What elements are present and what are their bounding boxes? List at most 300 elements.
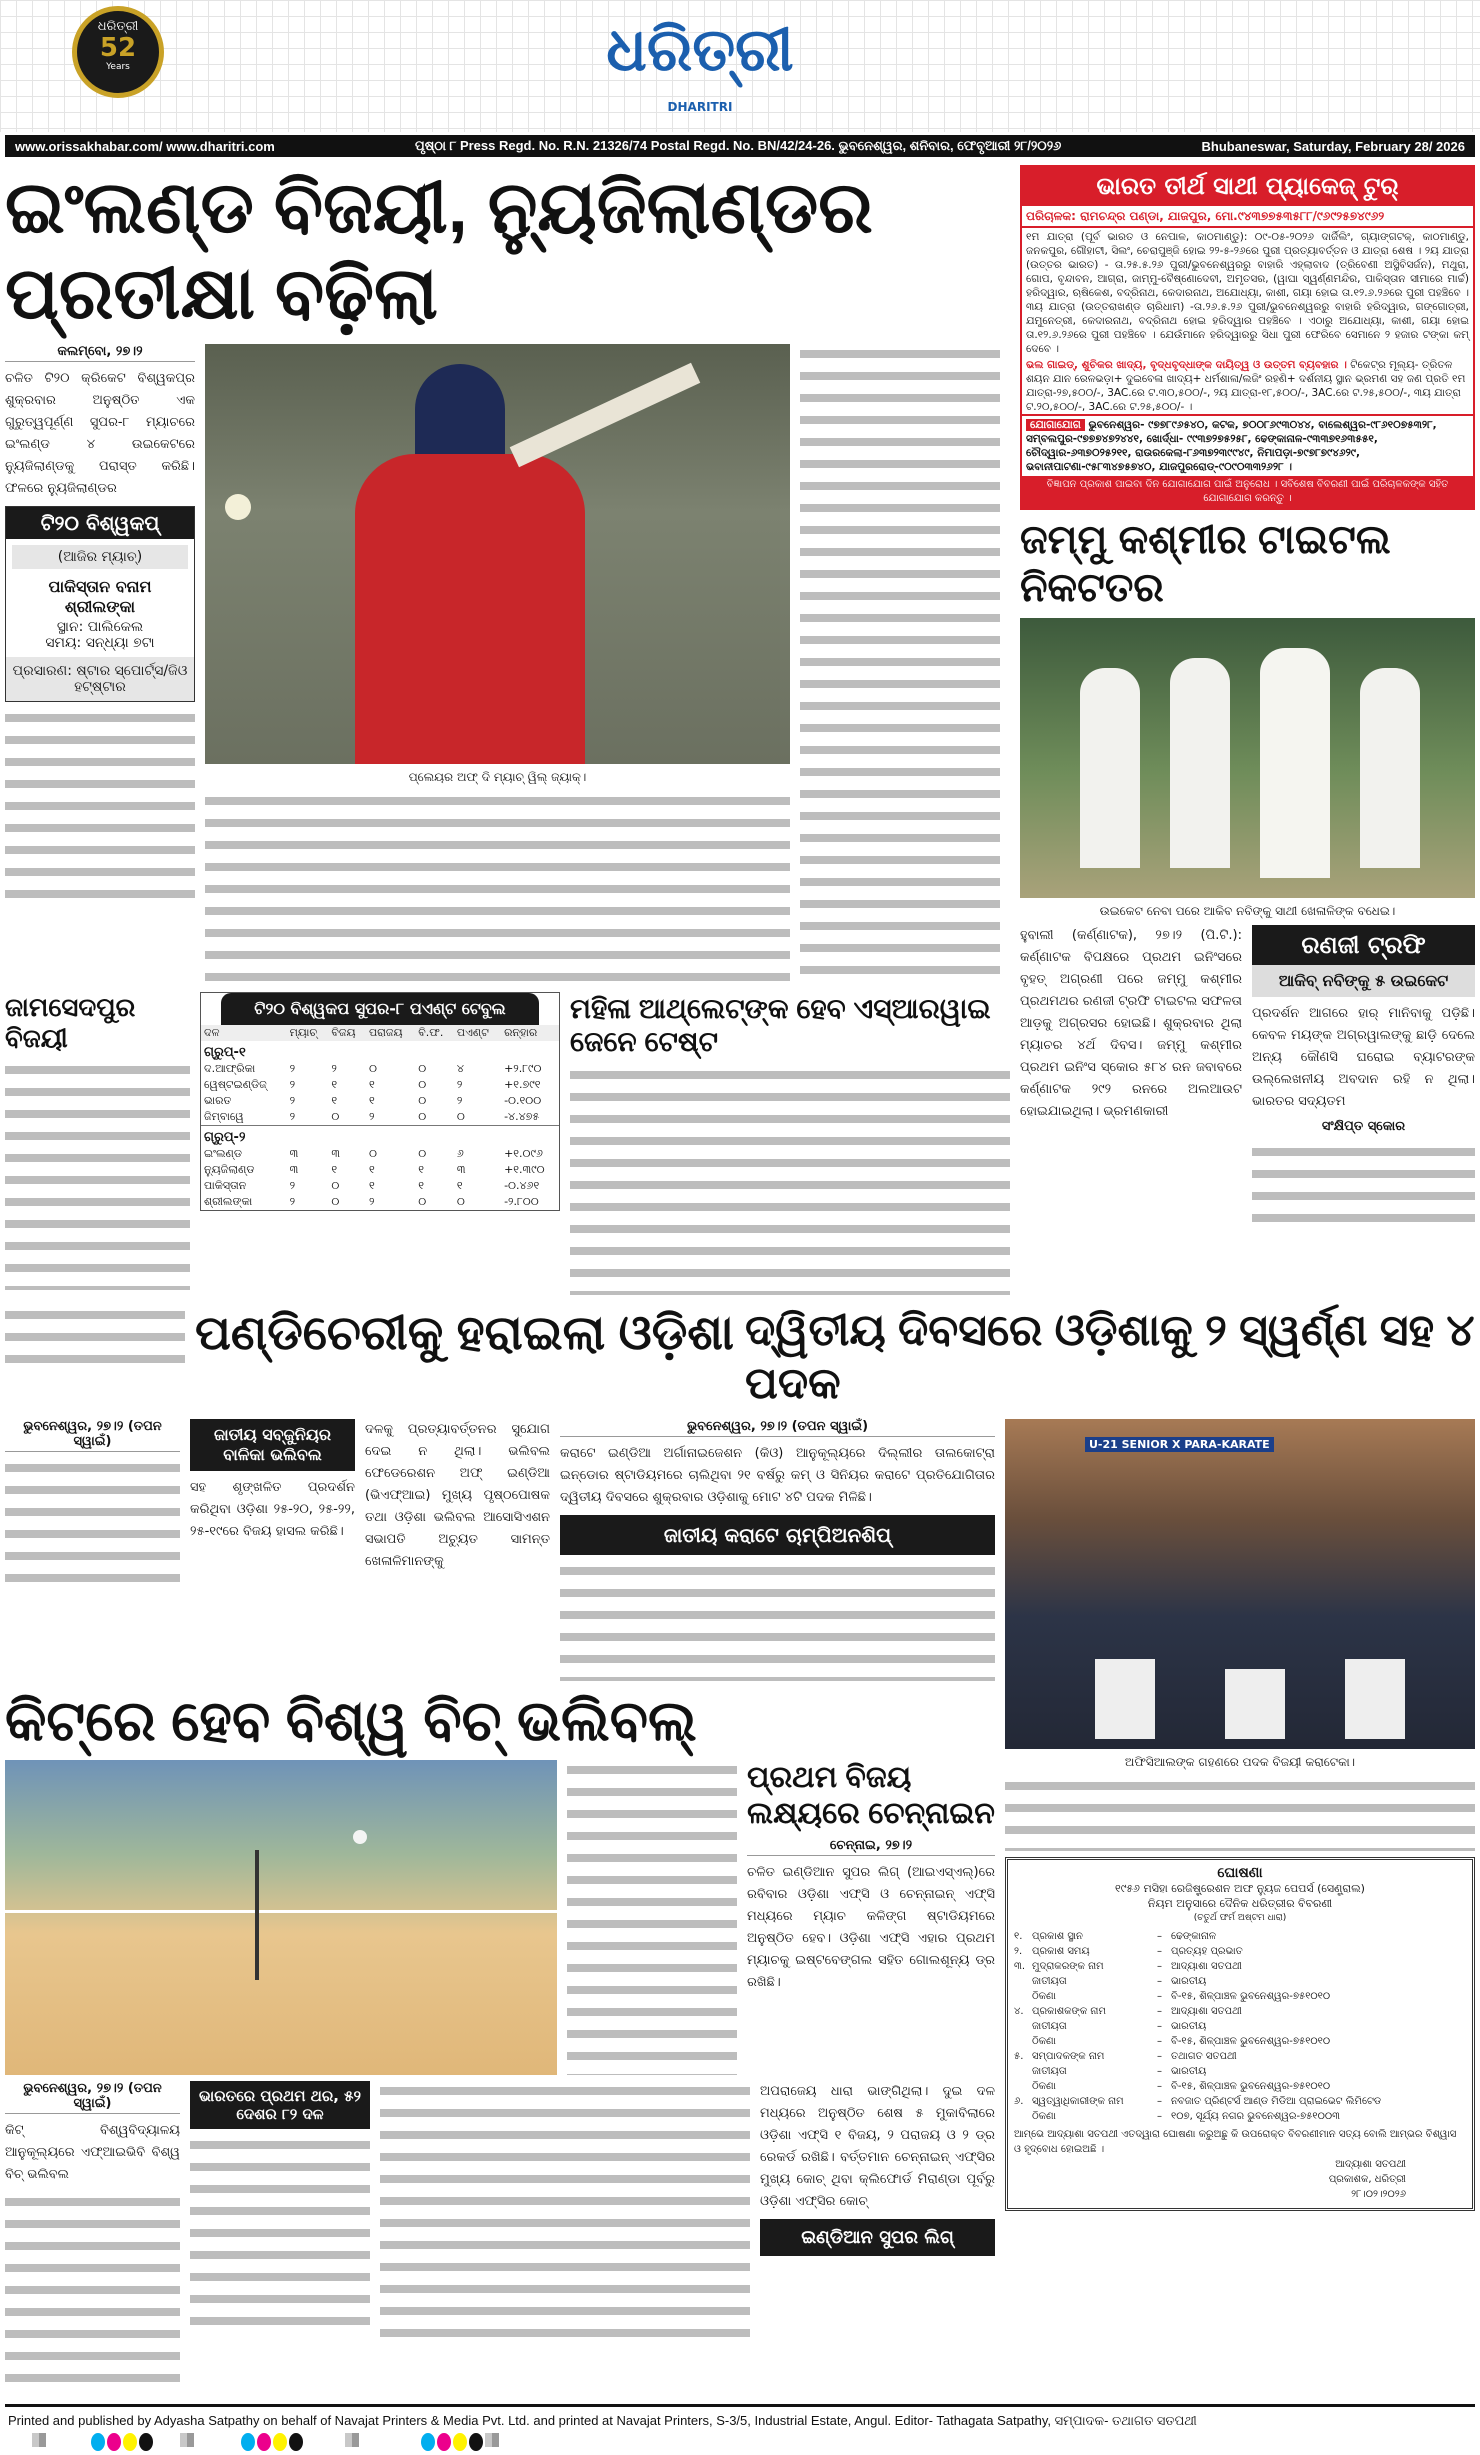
jk-photo (1020, 618, 1475, 898)
beach-photo-row (5, 1760, 995, 2075)
jk-body-2: ପ୍ରଦର୍ଶନ ଆଗରେ ହାର୍ ମାନିବାକୁ ପଡ଼ିଛି। କେବଳ ମୟଙ୍କ ଅଗ୍ରୱାଲଙ୍କୁ ଛାଡ଼ି ଦେଲେ ଅନ୍ୟ କୌଣସି ଘରୋଇ ବ୍ୟାଟରଙ୍କ ଉଲ୍ଲେଖନୀୟ ଅବଦାନ ରହି ନ ଥିଲା। ଭାରତର ସଦ୍ୟତମ (1252, 1006, 1475, 1110)
dash: – (1157, 1990, 1162, 2002)
beach-box: ଭାରତରେ ପ୍ରଥମ ଥର, ୫୨ ଦେଶର ୮୨ ଦଳ (190, 2081, 370, 2129)
notice-line: (ଚତୁର୍ଥ ଫର୍ମ ଅଷ୍ଟମ ଧାରା) (1193, 1912, 1287, 1923)
photo-shape (225, 494, 251, 520)
notice-row (1014, 2079, 1466, 2094)
notice-cell (1014, 2064, 1032, 2079)
table-cell: ୦ (331, 1194, 340, 1208)
text-columns (380, 2081, 750, 2341)
notice-row (1014, 2064, 1466, 2079)
points-table-grid (201, 1025, 559, 1210)
table-cell: ୧ (418, 1162, 425, 1176)
text-column (5, 708, 195, 908)
notice-line: ୧୯୫୬ ମସିହା ରେଜିଷ୍ଟ୍ରେଶନ ଅଫ ନ୍ୟୁଜ ପେପର୍ସ (ସେଣ୍ଟ୍ରାଲ) (1115, 1881, 1365, 1895)
volleyball-dateline: ଭୁବନେଶ୍ୱର, ୨୭।୨ (ତପନ ସ୍ୱାଇଁ) (5, 1419, 180, 1452)
volley-karate-row (5, 1419, 995, 1681)
karate-dateline: ଭୁବନେଶ୍ୱର, ୨୭।୨ (ତପନ ସ୍ୱାଇଁ) (560, 1419, 995, 1437)
table-cell: ୨ (289, 1077, 296, 1091)
table-cell: +୧.୭୯୧ (504, 1077, 541, 1091)
table-cell: ୦ (418, 1194, 427, 1208)
registration-info: ପୃଷ୍ଠା ୮ Press Regd. No. R.N. 21326/74 Postal Regd. No. BN/42/24-26. ଭୁବନେଶ୍ୱର, ଶନିବାର, ଫେବୃଆରୀ ୨୮/୨୦୨୬ (414, 138, 1062, 153)
table-cell: ୨ (456, 1093, 463, 1107)
points-table-title: ଟି୨୦ ବିଶ୍ୱକପ ସୁପର-୮ ପଏଣ୍ଟ ଟେବୁଲ (221, 993, 539, 1025)
table-cell: ୦ (331, 1109, 340, 1123)
lead-photo-caption: ପ୍ଲେୟର ଅଫ୍ ଦି ମ୍ୟାଚ୍ ୱିଲ୍ ଜ୍ୟାକ୍। (408, 769, 587, 784)
table-cell: ୨ (289, 1194, 296, 1208)
sign-name: ଆଦ୍ୟାଶା ସତପଥୀ (1335, 2158, 1406, 2170)
lead-dateline: କଲମ୍ବୋ, ୨୭।୨ (5, 344, 195, 362)
dash: – (1157, 2095, 1162, 2107)
points-table-header: ପରାଜୟ (368, 1025, 403, 1039)
notice-cell: ୨. (1014, 1945, 1023, 1957)
isl-story (747, 1760, 995, 1994)
table-cell: ୨ (289, 1061, 296, 1075)
color-dots (420, 2433, 484, 2455)
beach-story-row (5, 2081, 995, 2392)
dash: – (1157, 2005, 1162, 2017)
tour-package-ad (1020, 165, 1475, 510)
imprint-line: Printed and published by Adyasha Satpathy on behalf of Navajat Printers & Media Pvt. Ltd. and printed at Navajat Printers, S-3/5, Industrial Estate, Angul. Editor- Tathagata Satpathy, ସମ୍ପାଦକ- ତଥାଗତ ସତପଥୀ (8, 2412, 1197, 2428)
notice-cell: ୪. (1014, 2005, 1024, 2017)
notice-cell: ୫. (1014, 2050, 1024, 2062)
dash: – (1157, 2080, 1162, 2092)
notice-cell: ଭାରତୀୟ (1171, 2065, 1207, 2077)
text-column (5, 1458, 180, 1588)
lead-photo (205, 344, 790, 764)
notice-cell: ଠିକଣା (1032, 1990, 1056, 2002)
karate-body: କରାଟେ ଇଣ୍ଡିଆ ଅର୍ଗାନାଇଜେଶନ (କିଓ) ଆନୁକୂଲ୍ୟରେ ଦିଲ୍ଲୀର ତାଲକୋଟ୍‌ରା ଇନ୍‌ଡୋର ଷ୍ଟାଡିୟମରେ ଚାଲିଥିବା ୨୧ ବର୍ଷରୁ କମ୍ ଓ ସିନିୟର କରାଟେ ପ୍ରତିଯୋଗିତାର ଦ୍ୱିତୀୟ ଦିବସରେ ଶୁକ୍ରବାର ଓଡ଼ିଶାକୁ ମୋଟ ୪ଟି ପଦକ ମିଳିଛି। (560, 1445, 995, 1505)
table-row (201, 1162, 559, 1178)
sign-role: ପ୍ରକାଶକ, ଧରିତ୍ରୀ (1328, 2173, 1406, 2185)
table-cell: ୨ (368, 1109, 375, 1123)
notice-cell (1014, 2079, 1032, 2094)
table-cell: +୧.୩୯୦ (504, 1162, 545, 1176)
registration-square (32, 2433, 46, 2447)
table-cell: ୦ (368, 1146, 377, 1160)
jk-body: ହୁବାଲୀ (କର୍ଣ୍ଣାଟକ), ୨୭।୨ (ପି.ଟି.): କର୍ଣ୍ଣାଟକ ବିପକ୍ଷରେ ପ୍ରଥମ ଇନିଂସରେ ବୃହତ୍ ଅଗ୍ରଣୀ ପରେ ଜମ୍ମୁ କଶ୍ମୀର ପ୍ରଥମଥର ରଣଜୀ ଟ୍ରଫି ଟାଇଟଲ ସଫଳତା ଆଡ଼କୁ ଅଗ୍ରସର ହୋଇଛି। ଶୁକ୍ରବାର ଥିଲା ମ୍ୟାଚର ୪ର୍ଥ ଦିବସ। ଜମ୍ମୁ କଶ୍ମୀର ପ୍ରଥମ ଇନିଂସ ସ୍କୋର ୫୮୪ ରନ ଜବାବରେ କର୍ଣ୍ଣାଟକ ୨୯୨ ରନରେ ଅଲଆଉଟ ହୋଇଯାଇଥିଲା। ଭ୍ରମଣକାରୀ (1020, 928, 1242, 1120)
beach-box-column (190, 2081, 370, 2335)
isl-headline: ପ୍ରଥମ ବିଜୟ ଲକ୍ଷ୍ୟରେ ଚେନ୍ନାଇନ (747, 1760, 995, 1830)
notice-cell: ମୁଦ୍ରାକରଙ୍କ ନାମ (1032, 1960, 1104, 1972)
beach-dateline: ଭୁବନେଶ୍ୱର, ୨୭।୨ (ତପନ ସ୍ୱାଇଁ) (5, 2081, 180, 2114)
notice-cell (1014, 2109, 1032, 2124)
photo-shape (415, 364, 505, 464)
notice-cell: ଆଦ୍ୟାଶା ସତପଥୀ (1171, 1960, 1242, 1972)
table-cell: ୨ (289, 1178, 296, 1192)
cyan-dot (91, 2433, 105, 2451)
table-row (201, 1178, 559, 1194)
yellow-dot (273, 2433, 287, 2451)
table-cell: ୩ (456, 1162, 466, 1176)
text-column (1252, 1142, 1475, 1222)
notice-cell: ବି-୧୫, ଶିଳ୍ପାଞ୍ଚଳ ଭୁବନେଶ୍ୱର-୭୫୧୦୧୦ (1171, 2080, 1331, 2092)
ranji-box-title: ରଣଜୀ ଟ୍ରଫି (1252, 925, 1475, 965)
bottom-left (5, 1419, 995, 2392)
jamshedpur-story (5, 992, 190, 1290)
notice-row (1014, 1959, 1466, 1974)
notice-cell: ୬. (1014, 2095, 1024, 2107)
lead-story (5, 344, 1010, 986)
dash: – (1157, 1975, 1162, 1987)
masthead (0, 0, 1480, 132)
top-left (5, 165, 1010, 1295)
isl-story-2 (760, 2081, 995, 2256)
ad-footer: ବିଜ୍ଞାପନ ପ୍ରକାଶ ପାଇବା ଦିନ ଯୋଗାଯୋଗ ପାଇଁ ଅନୁରୋଧ । ସବିଶେଷ ବିବରଣୀ ପାଇଁ ପରିଚାଳକଙ୍କ ସହିତ ଯୋଗାଯୋଗ କରନ୍ତୁ । (1022, 476, 1473, 508)
notice-row (1014, 2094, 1466, 2109)
isl-dateline: ଚେନ୍ନାଇ, ୨୭।୨ (747, 1838, 995, 1856)
photo-shape (510, 363, 701, 467)
table-cell: ୬ (456, 1146, 464, 1160)
notice-cell: ପ୍ରତ୍ୟହ ପ୍ରଭାତ (1171, 1945, 1243, 1957)
top-section (0, 157, 1480, 1295)
table-cell: -୦.୧୦୦ (504, 1093, 542, 1107)
black-dot (289, 2433, 303, 2451)
table-cell: ୧ (368, 1077, 375, 1091)
notice-cell: ୧୦୭, ସୂର୍ଯ୍ୟ ନଗର ଭୁବନେଶ୍ୱର-୭୫୧୦୦୩ (1171, 2110, 1340, 2122)
lead-photo-column (205, 344, 790, 986)
karate-story (560, 1419, 995, 1681)
badge-title: ଧରିତ୍ରୀ (97, 19, 139, 34)
notice-cell (1014, 1989, 1032, 2004)
dash: – (1157, 2035, 1162, 2047)
group-heading (201, 1125, 559, 1146)
notice-cell: ଠିକଣା (1032, 2080, 1056, 2092)
volleyball-box-column (190, 1419, 355, 1543)
text-columns (1005, 1776, 1475, 1851)
text-columns (205, 791, 790, 986)
photo-shape (1080, 668, 1140, 868)
photo-shape (1345, 1659, 1405, 1739)
ad-trips: ୧ମ ଯାତ୍ରା (ପୂର୍ବ ଭାରତ ଓ ନେପାଳ, କାଠମାଣ୍ଡୁ): ୦୯-୦୫-୨୦୨୬ ଦାର୍ଜିଲିଂ, ଗ୍ୟାଙ୍ଗଟକ୍, କାଠମାଣ୍ଡୁ, ଜନକପୁର, ଗୌହାଟୀ, ସିଲଂ, ଚେରାପୁଞ୍ଜି ହୋଇ ୨୨-୫-୨୬ରେ ପୁରୀ ପ୍ରତ୍ୟାବର୍ତ୍ତନ ଓ ଯାତ୍ରା ଶେଷ । ୨ୟ ଯାତ୍ରା (ଉତ୍ତର ଭାରତ) - ତା.୨୫.୫.୨୬ ପୁରୀ/ଭୁବନେଶ୍ୱରରୁ ବାହାରି ଏହ୍ଲାବାଦ (ତ୍ରିବେଣୀ ଅସ୍ଥିବିସର୍ଜନ), ମଥୁରା, ଗୋପ, ବୃନ୍ଦାବନ, ଆଗ୍ରା, ଜାମ୍ମୁ-ବୈଷ୍ଣୋଦେବୀ, ଅମୃତସର, (ୱାଘା ସ୍ୱର୍ଣ୍ଣମନ୍ଦିର, ପାକିସ୍ତାନ ସୀମାରେ ମାର୍ଚ୍ଚ) ହରିଦ୍ୱାର, ଋଷିକେଶ, ବଦ୍ରିନାଥ, କେଦାରନାଥ, ଅଯୋଧ୍ୟା, କାଶୀ, ଗୟା ହୋଇ ତା.୧୨.୬.୨୬ରେ ପୁରୀ ପହଞ୍ଚିବେ । ୩ୟ ଯାତ୍ରା (ଉତ୍ତରାଖଣ୍ଡ ଚାରିଧାମ) -ତା.୨୬.୫.୨୬ ପୁରୀ/ଭୁବନେଶ୍ୱରରୁ ବାହାରି ହରିଦ୍ୱାର, ଗଙ୍ଗୋତ୍ରୀ, ଯମୁନେତ୍ରୀ, କେଦାରନାଥ, ବଦ୍ରିନାଥ ହୋଇ ହରିଦ୍ୱାର ପହଞ୍ଚିବେ । ଏଠାରୁ ଅଯୋଧ୍ୟା, କାଶୀ, ଗୟା ହୋଇ ତା.୧୨.୬.୨୬ରେ ପୁରୀ ପହଞ୍ଚିବେ । ଯେଉଁମାନେ ହରିଦ୍ୱାରରୁ ସିଧା ପୁରୀ ଫେରିବେ ସେମାନେ ୨ ହଜାର ଟଙ୍କା କମ୍ ଦେବେ । (1026, 231, 1469, 356)
table-cell: ପାକିସ୍ତାନ (204, 1178, 247, 1192)
footer-rule (5, 2404, 1475, 2407)
table-cell: ୧ (331, 1093, 338, 1107)
notice-row (1014, 1989, 1466, 2004)
ranji-box-sub: ଆକିବ୍ ନବିଙ୍କୁ ୫ ଉଇକେଟ (1252, 965, 1475, 997)
ad-contacts: ଭୁବନେଶ୍ୱର- ୯୭୭୮୯୬୫୪୦, କଟକ, ୭୦୦୮୬୯୩୦୪୪, ବାଲେଶ୍ୱର-୯୮୬୧୦୭୫୩୨୮, ସମ୍ବଲପୁର-୯୭୭୭୪୭୨୪୪୧, ଖୋର୍ଦ୍ଧା- ୯୯୩୭୨୭୫୨୫୮, ଢେଙ୍କାନାଳ-୯୩୩୭୧୬୩୫୫୧, ଚୌଦ୍ୱାର-୬୩୭୦୨୫୨୧୧, ରାଉରକେଲା-୮୬୩୭୨୩୯୯୪୯, ନିମାପଡ଼ା-୭୯୭୮୭୯୪୬୨୯, ଭବାନୀପାଟଣା-୯୫୮୩୪୭୫୭୪୦, ଯାଜପୁରରୋଡ୍-୯୦୯୦୩୩୨୬୨୮ । (1026, 419, 1437, 474)
notice-cell: ସମ୍ପାଦକଙ୍କ ନାମ (1032, 2050, 1105, 2062)
ad-contacts-block (1022, 414, 1473, 476)
table-cell: ଦ.ଆଫ୍ରିକା (204, 1061, 256, 1075)
t20-box-time: ସମୟ: ସନ୍ଧ୍ୟା ୭ଟା (45, 634, 155, 651)
top-right (1020, 165, 1475, 1222)
registration-square (485, 2433, 499, 2447)
table-cell: ୨ (368, 1194, 375, 1208)
ranji-box (1252, 925, 1475, 997)
statutory-notice (1005, 1857, 1475, 2211)
table-cell: ଇଂଲଣ୍ଡ (204, 1146, 243, 1160)
karate-box: ଜାତୀୟ କରାଟେ ଚାମ୍ପିଅନଶିପ୍ (560, 1515, 995, 1555)
beach-volleyball-photo (5, 1760, 557, 2075)
volleyball-story (5, 1419, 180, 1588)
table-cell: ୪ (456, 1061, 464, 1075)
table-cell: ୨ (289, 1109, 296, 1123)
notice-cell: ବି-୧୫, ଶିଳ୍ପାଞ୍ଚଳ ଭୁବନେଶ୍ୱର-୭୫୧୦୧୦ (1171, 1990, 1331, 2002)
text-column (5, 1305, 185, 1365)
notice-declaration: ଆମ୍ଭେ ଆଦ୍ୟାଶା ସତପଥୀ ଏତଦ୍ୱାରା ଘୋଷଣା କରୁଅଛୁ କି ଉପରୋକ୍ତ ବିବରଣୀମାନ ସତ୍ୟ ବୋଲି ଆମ୍ଭର ବିଶ୍ୱାସ ଓ ହୃଦ୍‌ବୋଧ ହୋଇଅଛି । (1014, 2128, 1457, 2155)
text-column (567, 1760, 737, 2075)
photo-shape (255, 1850, 259, 1980)
notice-cell: ୧. (1014, 1930, 1023, 1942)
table-cell: ୩ (289, 1162, 299, 1176)
table-cell: ୧ (456, 1178, 463, 1192)
t20-box-subtitle: (ଆଜିର ମ୍ୟାଚ୍) (12, 545, 188, 569)
text-column (5, 1060, 190, 1290)
notice-cell: ଠିକଣା (1032, 2110, 1056, 2122)
notice-cell: ଠିକଣା (1032, 2035, 1056, 2047)
notice-row (1014, 1929, 1466, 1944)
black-dot (469, 2433, 483, 2451)
sign-date: ୨୮।୦୨।୨୦୨୬ (1351, 2188, 1406, 2200)
table-cell: ନ୍ୟୁଜିଲାଣ୍ଡ (204, 1162, 255, 1176)
table-cell: -୪.୪୭୫ (504, 1109, 540, 1123)
registration-square (180, 2433, 194, 2447)
notice-cell: ଜାତୀୟତା (1032, 2065, 1067, 2077)
website-links[interactable]: www.orissakhabar.com/ www.dharitri.com (15, 138, 275, 154)
volleyball-body: ସହ ଶୃଙ୍ଖଳିତ ପ୍ରଦର୍ଶନ କରିଥିବା ଓଡ଼ିଶା ୨୫-୨୦, ୨୫-୨୨, ୨୫-୧୯ରେ ବିଜୟ ହାସଲ କରିଛି। (190, 1479, 355, 1539)
notice-cell (1014, 1974, 1032, 1989)
points-table-header: ରନ୍‌ହାର (504, 1025, 538, 1039)
scorecard-heading: ସଂକ୍ଷିପ୍ତ ସ୍କୋର (1321, 1119, 1406, 1135)
table-cell: ଶ୍ରୀଲଙ୍କା (204, 1194, 253, 1208)
photo-shape (5, 1910, 557, 1913)
group-heading (201, 1041, 559, 1061)
points-table-header: ପଏଣ୍ଟ (456, 1025, 489, 1039)
isl-box: ଇଣ୍ଡିଆନ ସୁପର ଲିଗ୍ (760, 2219, 995, 2256)
yellow-dot (123, 2433, 137, 2451)
karate-photo-banner: U-21 SENIOR X PARA-KARATE (1085, 1437, 1274, 1452)
issue-date: Bhubaneswar, Saturday, February 28/ 2026 (1201, 138, 1465, 154)
table-cell: -୨.୮୦୦ (504, 1194, 539, 1208)
isl-body-2: ଅପରାଜେୟ ଧାରା ଭାଙ୍ଗିଥିଲା। ଦୁଇ ଦଳ ମଧ୍ୟରେ ଅନୁଷ୍ଠିତ ଶେଷ ୫ ମୁକାବିଲାରେ ଓଡ଼ିଶା ଏଫ୍‌ସି ୧ ବିଜୟ, ୨ ପରାଜୟ ଓ ୨ ଡ୍ର ରେକର୍ଡ ରଖିଛି। ବର୍ତ୍ତମାନ ଚେନ୍ନାଇନ୍ ଏଫ୍‌ସିର ମୁଖ୍ୟ କୋଚ୍ ଥିବା କ୍ଲିଫୋର୍ଡ ମିରାଣ୍ଡା ପୂର୍ବରୁ ଓଡ଼ିଶା ଏଫ୍‌ସିର କୋଚ୍ (760, 2083, 995, 2209)
isl-body: ଚଳିତ ଇଣ୍ଡିଆନ ସୁପର ଲିଗ୍ (ଆଇଏସ୍‌ଏଲ୍)ରେ ରବିବାର ଓଡ଼ିଶା ଏଫ୍‌ସି ଓ ଚେନ୍ନାଇନ୍ ଏଫ୍‌ସି ମଧ୍ୟରେ ମ୍ୟାଚ କଳିଙ୍ଗ ଷ୍ଟାଡିୟମରେ ଅନୁଷ୍ଠିତ ହେବ। ଓଡ଼ିଶା ଏଫ୍‌ସି ଏହାର ପ୍ରଥମ ମ୍ୟାଚକୁ ଇଷ୍ଟବେଙ୍ଗଲ ସହିତ ଗୋଲଶୂନ୍ୟ ଡ୍ର ରଖିଛି। (747, 1864, 995, 1990)
ad-organizer: ପରିଚାଳକ: ରାମଚନ୍ଦ୍ର ପଣ୍ଡା, ଯାଜପୁର, ମୋ.୯୪୩୭୭୫୩୫୮୮/୯୬୯୨୫୭୪୯୬୨ (1022, 206, 1473, 228)
t20-box-title: ଟି୨୦ ବିଶ୍ୱକପ୍ (6, 507, 194, 539)
text-column (5, 2192, 180, 2392)
photo-shape (1360, 668, 1420, 868)
text-columns (570, 1065, 1010, 1295)
second-headlines (0, 1295, 1480, 1411)
notice-signature (1014, 2157, 1466, 2202)
notice-cell: ଜାତୀୟତା (1032, 2020, 1067, 2032)
table-cell: +୧.୦୯୬ (504, 1146, 543, 1160)
jk-headline: ଜମ୍ମୁ କଶ୍ମୀର ଟାଇଟଲ ନିକଟତର (1020, 518, 1391, 611)
t20-box-venue: ସ୍ଥାନ: ପାଲିକେଲ (56, 618, 144, 635)
text-column (560, 1561, 995, 1681)
color-dots (90, 2433, 154, 2455)
notice-cell: ବି-୧୫, ଶିଳ୍ପାଞ୍ଚଳ ଭୁବନେଶ୍ୱର-୭୫୧୦୧୦ (1171, 2035, 1331, 2047)
notice-cell: ୩. (1014, 1960, 1026, 1972)
notice-cell: ଭାରତୀୟ (1171, 1975, 1207, 1987)
group-name: ଗ୍ରୁପ୍-୨ (204, 1129, 246, 1145)
second-band (5, 992, 1010, 1295)
table-cell: ୧ (368, 1093, 375, 1107)
points-table (200, 992, 560, 1211)
table-cell: ୧ (368, 1162, 375, 1176)
photo-shape (1225, 1669, 1285, 1739)
black-dot (139, 2433, 153, 2451)
ad-contact-label: ଯୋଗାଯୋଗ (1026, 419, 1085, 431)
text-column (190, 2135, 370, 2335)
photo-shape (1260, 648, 1330, 878)
athletes-headline: ମହିଳା ଆଥ୍‌ଲେଟ୍‌ଙ୍କ ହେବ ଏସ୍‌ଆରୱାଇ ଜେନେ ଟେଷ୍ଟ (570, 992, 991, 1058)
table-cell: ୱେଷ୍ଟଇଣ୍ଡିଜ୍ (204, 1077, 267, 1091)
table-cell: ୦ (368, 1061, 377, 1075)
t20-today-box (5, 506, 195, 702)
table-cell: ୨ (331, 1061, 337, 1075)
magenta-dot (107, 2433, 121, 2451)
photo-shape (355, 454, 585, 764)
notice-cell: ଆଦ୍ୟାଶା ସତପଥୀ (1171, 2005, 1242, 2017)
table-cell: ୩ (331, 1146, 341, 1160)
notice-cell: ପ୍ରକାଶ ସମୟ (1032, 1945, 1090, 1957)
notice-line: ନିୟମ ଅନୁସାରେ ଦୈନିକ ଧରିତ୍ରୀର ବିବରଣୀ (1147, 1896, 1333, 1910)
karate-photo (1005, 1419, 1475, 1749)
notice-cell: ଜାତୀୟତା (1032, 1975, 1067, 1987)
table-row (201, 1077, 559, 1093)
table-cell: +୨.୮୯୦ (504, 1061, 542, 1075)
ad-highlight: ଭଲ ଗାଇଡ୍, ଶୁଚିକର ଖାଦ୍ୟ, ବୃଦ୍ଧବୃଦ୍ଧାଙ୍କ ଦାୟିତ୍ୱ ଓ ଉତ୍ତମ ବ୍ୟବହାର । (1026, 359, 1347, 372)
table-cell: ୦ (418, 1109, 427, 1123)
ranji-right (1252, 925, 1475, 1222)
volleyball-body-2: ଦଳକୁ ପ୍ରତ୍ୟାବର୍ତ୍ତନର ସୁଯୋଗ ଦେଇ ନ ଥିଲା। ଭଲିବଲ ଫେଡେରେଶନ ଅଫ୍ ଇଣ୍ଡିଆ (ଭିଏଫ୍‌ଆଇ) ମୁଖ୍ୟ ପୃଷ୍ଠପୋଷକ ତଥା ଓଡ଼ିଶା ଭଲିବଲ ଆସୋସିଏଶନ ସଭାପତି ଅଚ୍ୟୁତ ସାମନ୍ତ ଖେଳାଳିମାନଙ୍କୁ (365, 1421, 550, 1569)
header-row (201, 1025, 559, 1041)
table-cell: ୧ (418, 1178, 425, 1192)
table-cell: ଜିମ୍ବାୱେ (204, 1109, 244, 1123)
table-cell: ୦ (418, 1093, 427, 1107)
beach-body: କିଟ୍ ବିଶ୍ୱବିଦ୍ୟାଳୟ ଆନୁକୂଲ୍ୟରେ ଏଫ୍‌ଆଇଭିବି ବିଶ୍ୱ ବିଚ୍ ଭଲିବଲ (5, 2122, 180, 2182)
table-cell: ୧ (331, 1077, 338, 1091)
notice-title: ଘୋଷଣା (1217, 1864, 1263, 1881)
group-name: ଗ୍ରୁପ୍-୧ (204, 1044, 246, 1060)
beach-story (5, 2081, 180, 2392)
badge-years-label: Years (106, 62, 130, 72)
points-table-header: ମ୍ୟାଚ୍ (289, 1025, 318, 1039)
lead-headline: ଇଂଲଣ୍ଡ ବିଜୟୀ, ନ୍ୟୁଜିଲାଣ୍ଡର ପ୍ରତୀକ୍ଷା ବଢ଼ିଲା (5, 168, 873, 335)
registration-marks (0, 2433, 1480, 2453)
notice-cell: ପ୍ରକାଶକଙ୍କ ନାମ (1032, 2005, 1106, 2017)
bottom-right (1005, 1419, 1475, 2211)
notice-row (1014, 2049, 1466, 2064)
t20-box-broadcast: ପ୍ରସାରଣ: ଷ୍ଟାର ସ୍ପୋର୍ଟ୍ସ/ଜିଓ ହଟ୍‌ଷ୍ଟାର (6, 657, 194, 701)
yellow-dot (453, 2433, 467, 2451)
notice-row (1014, 2004, 1466, 2019)
table-row (201, 1146, 559, 1162)
ad-price: ଟିକେଟ୍‌ର ମୂଲ୍ୟ- ତ୍ରିତଳ ଶୟନ ଯାନ ରେଳଭଡ଼ା+ ଦୁଇବେଳା ଖାଦ୍ୟ+ ଧର୍ମଶାଳା/ଲଜିଂ ରହଣି+ ଦର୍ଶନୀୟ ସ୍ଥାନ ଭ୍ରମଣ ସହ ଜଣ ପ୍ରତି ୧ମ ଯାତ୍ରା-୨୭,୫୦୦/-, 3AC.ରେ ଟ.୩୦,୫୦୦/-, ୨ୟ ଯାତ୍ରା-୧୮,୫୦୦/-, 3AC.ରେ ଟ.୨୫,୫୦୦/-, ୩ୟ ଯାତ୍ରା ଟ.୨୦,୫୦୦/-, 3AC.ରେ ଟ.୨୫,୫୦୦/- । (1026, 359, 1466, 414)
badge-years: 52 (99, 33, 137, 63)
dash: – (1157, 2050, 1162, 2062)
dash: – (1157, 1960, 1162, 1972)
dash: – (1157, 2065, 1162, 2077)
table-row (201, 1061, 559, 1077)
notice-row (1014, 2034, 1466, 2049)
notice-row (1014, 2019, 1466, 2034)
magenta-dot (257, 2433, 271, 2451)
notice-cell (1014, 2019, 1032, 2034)
table-row (201, 1109, 559, 1126)
logo-text: ଧରିତ୍ରୀ (606, 15, 794, 85)
dash: – (1157, 1930, 1162, 1942)
notice-cell: ଢେଙ୍କାନାଳ (1171, 1930, 1217, 1942)
notice-row (1014, 1974, 1466, 1989)
table-cell: ୩ (289, 1146, 299, 1160)
t20-box-match: ପାକିସ୍ତାନ ବନାମ ଶ୍ରୀଲଙ୍କା (48, 576, 152, 616)
anniversary-badge (72, 6, 164, 98)
notice-cell: ସ୍ୱତ୍ୱାଧିକାରୀଙ୍କ ନାମ (1032, 2095, 1124, 2107)
beach-volleyball-headline: କିଟ୍‌ରେ ହେବ ବିଶ୍ୱ ବିଚ୍ ଭଲିବଲ୍ (5, 1688, 697, 1752)
table-cell: ୦ (456, 1194, 465, 1208)
text-column (800, 344, 1000, 984)
notice-cell: ନବଜାତ ପ୍ରିଣ୍ଟର୍ସ ଆଣ୍ଡ ମିଡିଆ ପ୍ରାଇଭେଟ ଲିମିଟେଡ (1171, 2095, 1382, 2107)
notice-cell: ଭାରତୀୟ (1171, 2020, 1207, 2032)
dash: – (1157, 1945, 1162, 1957)
notice-row (1014, 1944, 1466, 1959)
ad-price-block (1022, 358, 1473, 414)
notice-cell: ପ୍ରକାଶ ସ୍ଥାନ (1032, 1930, 1083, 1942)
athletes-story (570, 992, 1010, 1295)
photo-shape (1095, 1659, 1155, 1739)
table-cell: ୨ (289, 1093, 296, 1107)
table-body (201, 1041, 559, 1210)
magenta-dot (437, 2433, 451, 2451)
table-cell: -୦.୪୬୧ (504, 1178, 540, 1192)
color-dots (240, 2433, 304, 2455)
jamshedpur-headline: ଜାମସେଦପୁର ବିଜୟୀ (5, 991, 136, 1053)
dash: – (1157, 2020, 1162, 2032)
notice-rows (1014, 1929, 1466, 2124)
logo (590, 0, 810, 114)
jk-photo-caption: ଉଇକେଟ ନେବା ପରେ ଆକିବ ନବିଙ୍କୁ ସାଥୀ ଖେଳାଳିଙ୍କ ବଧେଇ। (1099, 904, 1396, 919)
lead-intro: ଚଳିତ ଟି୨୦ କ୍ରିକେଟ ବିଶ୍ୱକପ୍‌ର ଶୁକ୍ରବାର ଅନୁଷ୍ଠିତ ଏକ ଗୁରୁତ୍ୱପୂର୍ଣ୍ଣ ସୁପର-୮ ମ୍ୟାଚରେ ଇଂଲଣ୍ଡ ୪ ଉଇକେଟରେ ନ୍ୟୁଜିଲାଣ୍ଡକୁ ପରାସ୍ତ କରିଛି। ଫଳରେ ନ୍ୟୁଜିଲାଣ୍ଡର (5, 370, 195, 496)
photo-shape (353, 1830, 367, 1844)
ad-title: ଭାରତ ତୀର୍ଥ ସାଥୀ ପ୍ୟାକେଜ୍ ଟୁର୍ (1022, 167, 1473, 206)
table-cell: ଭାରତ (204, 1093, 232, 1107)
registration-square (345, 2433, 359, 2447)
subjunior-volleyball-box: ଜାତୀୟ ସବ୍‌ଜୁନିୟର ବାଳିକା ଭଲିବଲ (190, 1419, 355, 1471)
table-row (201, 1194, 559, 1210)
table-cell: ୦ (331, 1178, 340, 1192)
info-bar (5, 135, 1475, 157)
table-cell: ୧ (331, 1162, 338, 1176)
table-cell: ୦ (456, 1109, 465, 1123)
table-row (201, 1093, 559, 1109)
points-table-header: ଦଳ (204, 1025, 220, 1039)
notice-row (1014, 2109, 1466, 2124)
points-table-header: ବି.ଫ. (418, 1025, 444, 1039)
table-cell: ୨ (456, 1077, 463, 1091)
notice-cell (1014, 2034, 1032, 2049)
table-cell: ୦ (418, 1077, 427, 1091)
logo-latin: DHARITRI (667, 100, 733, 114)
karate-headline: ଦ୍ୱିତୀୟ ଦିବସରେ ଓଡ଼ିଶାକୁ ୨ ସ୍ୱର୍ଣ୍ଣ ସହ ୪ ପଦକ (745, 1305, 1475, 1408)
karate-photo-caption: ଅଫିସିଆଲଙ୍କ ଗହଣରେ ପଦକ ବିଜୟୀ କରାଟେକା। (1124, 1754, 1356, 1769)
dash: – (1157, 2110, 1162, 2122)
cyan-dot (421, 2433, 435, 2451)
cyan-dot (241, 2433, 255, 2451)
decoration (201, 1025, 559, 1041)
table-cell: ୦ (418, 1061, 427, 1075)
ranji-story (1020, 925, 1475, 1222)
table-cell: ୧ (368, 1178, 375, 1192)
lead-intro-column (5, 344, 195, 908)
volleyball-headline: ପଣ୍ଡିଚେରୀକୁ ହରାଇଲା ଓଡ଼ିଶା (195, 1306, 734, 1360)
notice-cell: ତଥାଗତ ସତପଥୀ (1171, 2050, 1237, 2062)
bottom-section (0, 1411, 1480, 2392)
photo-shape (1170, 658, 1230, 868)
points-table-header: ବିଜୟ (331, 1025, 356, 1039)
table-cell: ୦ (418, 1146, 427, 1160)
